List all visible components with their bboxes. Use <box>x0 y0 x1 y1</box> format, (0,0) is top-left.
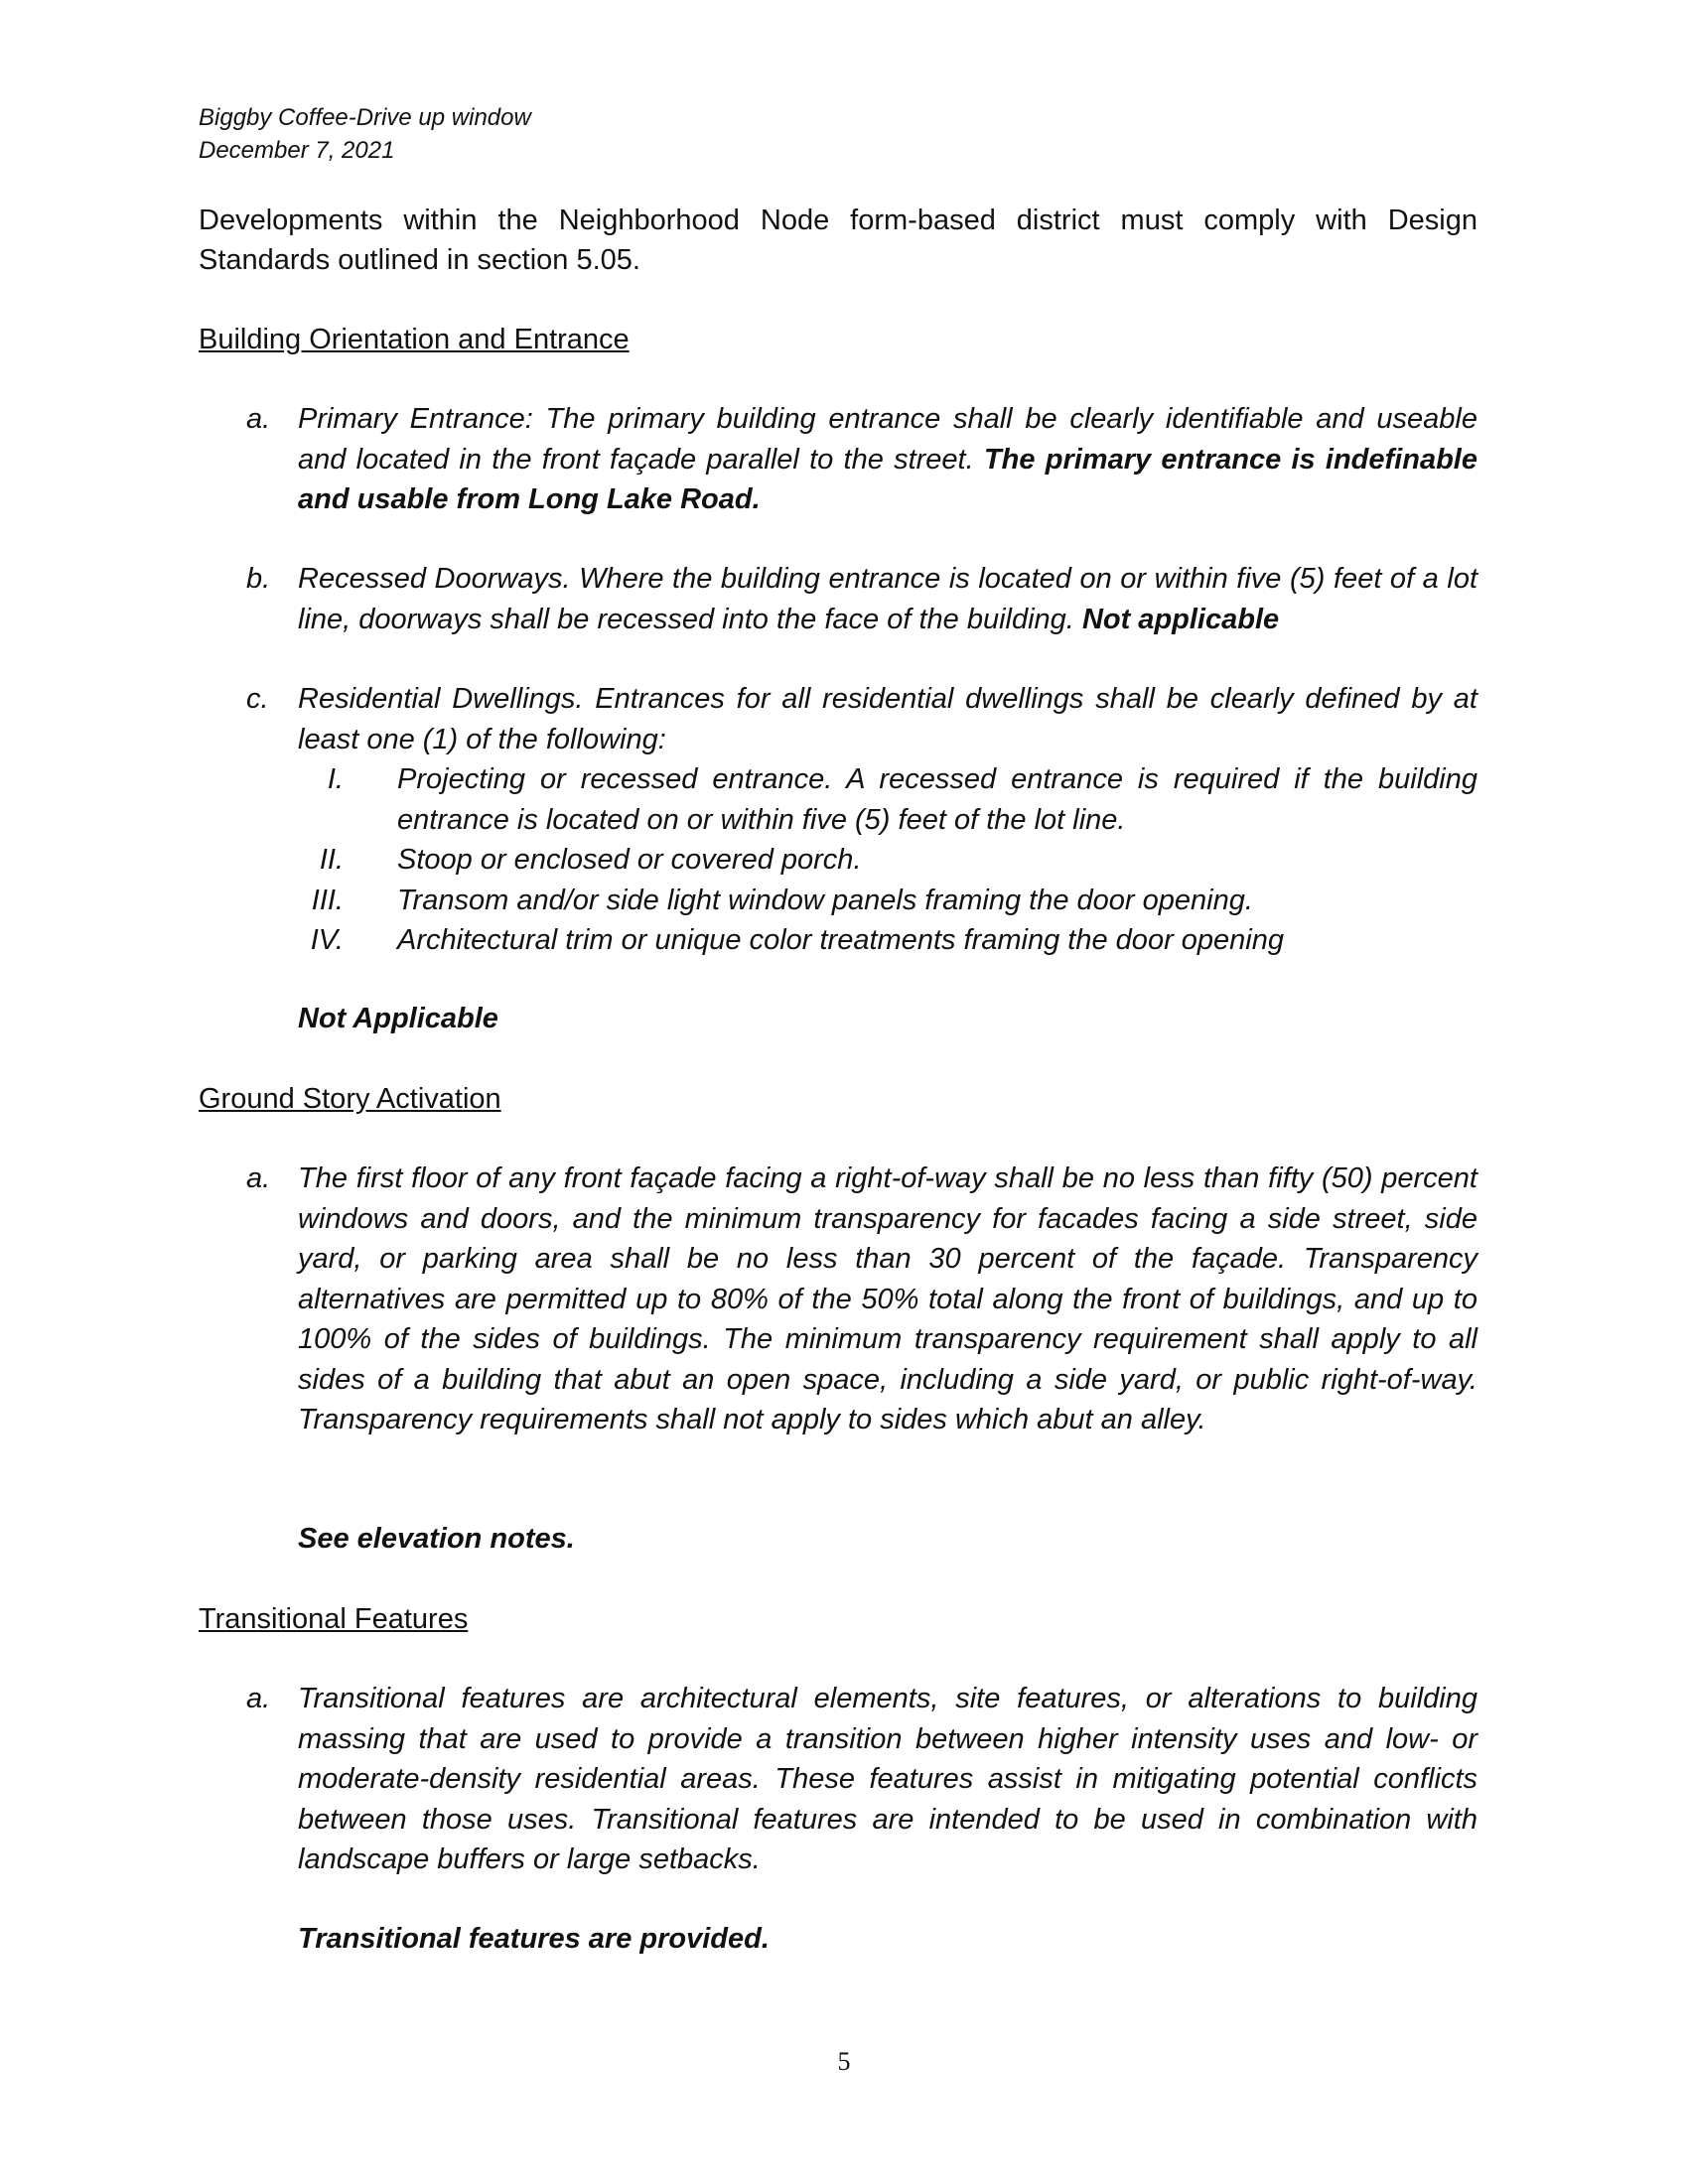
item-body <box>298 559 1477 639</box>
item-response: Not applicable <box>1081 603 1280 635</box>
item-text: Transitional features are architectural elements, site features, or alterations to building massing that are used to provide a transition between higher intensity uses and low- or moderate-density residential areas. These features assist in mitigating potential conflicts between those uses. Transitional features are intended to be used in combination with landscape buffers or large setbacks. <box>298 1683 1477 1875</box>
item-body <box>298 679 1477 961</box>
item-letter: c. <box>246 683 269 715</box>
item-body <box>298 399 1477 520</box>
item-letter: a. <box>246 403 271 435</box>
orientation-item-c <box>246 679 1477 961</box>
section-heading-orientation: Building Orientation and Entrance <box>199 324 630 355</box>
header-date: December 7, 2021 <box>199 137 395 164</box>
subitem-text: Architectural trim or unique color treatments framing the door opening <box>397 924 1284 956</box>
subitem-number: II. <box>319 844 344 876</box>
orientation-item-c-response: Not Applicable <box>298 1003 498 1034</box>
subitem-text: Projecting or recessed entrance. A recessed entrance is required if the building entrance is located on or within five (5) feet of the lot line. <box>397 763 1477 836</box>
subitem-1 <box>298 759 1477 840</box>
subitem-2 <box>298 840 1477 881</box>
orientation-item-b <box>246 559 1477 639</box>
document-header <box>199 101 531 167</box>
section-heading-transitional: Transitional Features <box>199 1603 469 1635</box>
subitem-text: Transom and/or side light window panels framing the door opening. <box>397 884 1253 916</box>
header-title: Biggby Coffee-Drive up window <box>199 104 531 131</box>
ground-story-item-a <box>246 1159 1477 1440</box>
section-heading-ground-story: Ground Story Activation <box>199 1083 501 1115</box>
item-letter: a. <box>246 1162 271 1194</box>
intro-paragraph: Developments within the Neighborhood Node form-based district must comply with Design Standards outlined in section 5.05. <box>199 205 1477 276</box>
orientation-item-a <box>246 399 1477 520</box>
transitional-item-a <box>246 1679 1477 1880</box>
item-text: The first floor of any front façade facing a right-of-way shall be no less than fifty (50) percent windows and doors, and the minimum transparency for facades facing a side street, side yard, or parking area shall be no less than 30 percent of the façade. Transparency alternatives are permitted up to 80% of the 50% total along the front of buildings, and up to 100% of the sides of buildings. The minimum transparency requirement shall apply to all sides of a building that abut an open space, including a side yard, or public right-of-way. Transparency requirements shall not apply to sides which abut an alley. <box>298 1162 1477 1435</box>
ground-story-response: See elevation notes. <box>298 1523 575 1555</box>
subitem-number: I. <box>327 763 344 795</box>
item-letter: b. <box>246 563 271 595</box>
subitem-4 <box>298 920 1477 961</box>
item-text: Primary Entrance: The primary building entrance shall be clearly identifiable and useable and located in the front façade parallel to the street. <box>298 403 1477 476</box>
page-number: 5 <box>837 2047 851 2076</box>
item-response: The primary entrance is indefinable and usable from Long Lake Road. <box>298 443 1477 515</box>
item-text: Recessed Doorways. Where the building entrance is located on or within five (5) feet of a lot line, doorways shall be recessed into the face of the building. <box>298 563 1477 635</box>
subitem-number: IV. <box>310 924 344 956</box>
subitem-text: Stoop or enclosed or covered porch. <box>397 844 862 876</box>
subitem-number: III. <box>311 884 344 916</box>
item-text: Residential Dwellings. Entrances for all residential dwellings shall be clearly defined by at least one (1) of the following: <box>298 683 1477 755</box>
item-letter: a. <box>246 1683 271 1714</box>
subitem-3 <box>298 881 1477 921</box>
transitional-response: Transitional features are provided. <box>298 1923 770 1955</box>
